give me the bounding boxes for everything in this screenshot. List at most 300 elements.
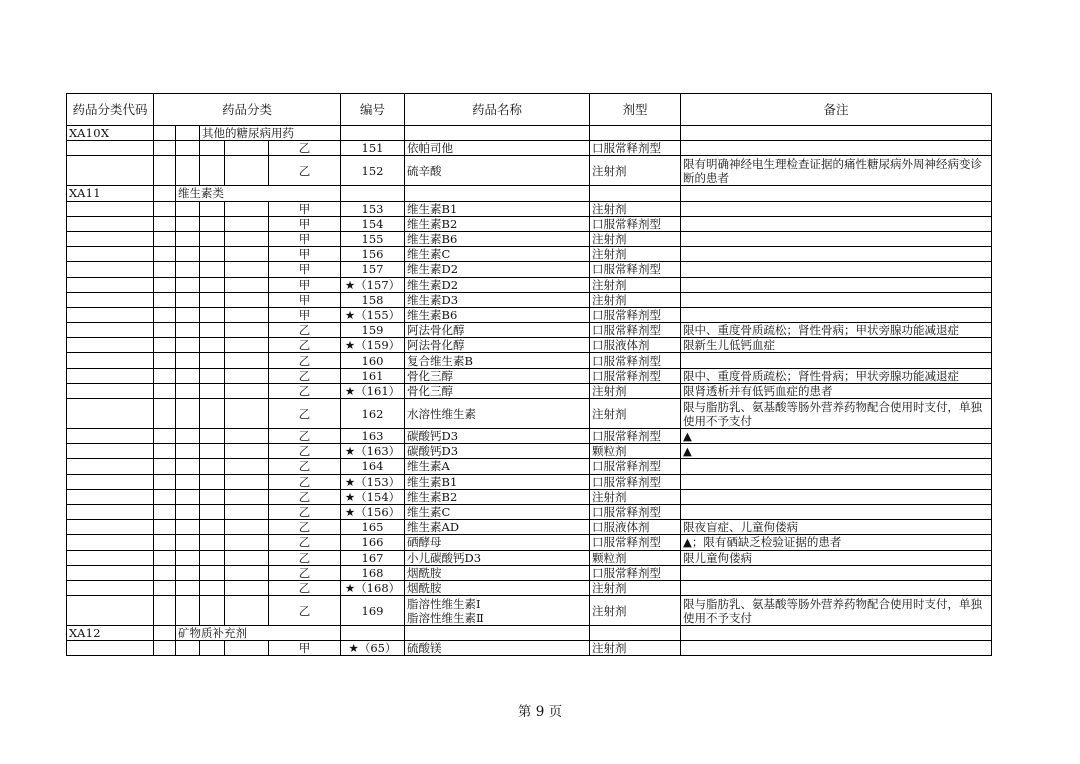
tree-cell <box>176 535 200 550</box>
table-row <box>67 247 992 262</box>
tree-cell <box>225 156 269 186</box>
remark-cell: ▲ <box>681 444 992 459</box>
form-cell: 口服常释剂型 <box>590 262 681 277</box>
table-header-row <box>67 94 992 126</box>
tree-cell <box>176 216 200 231</box>
grade-cell: 乙 <box>269 580 341 595</box>
remark-cell: 限儿童佝偻病 <box>681 550 992 565</box>
remark-cell: ▲；限有硒缺乏检验证据的患者 <box>681 535 992 550</box>
name-cell: 维生素B1 <box>405 474 590 489</box>
tree-cell <box>225 535 269 550</box>
name-cell: 复合维生素B <box>405 353 590 368</box>
code-cell <box>67 201 154 216</box>
form-cell: 口服常释剂型 <box>590 368 681 383</box>
form-cell: 口服常释剂型 <box>590 474 681 489</box>
table-row <box>67 277 992 292</box>
tree-cell <box>154 277 176 292</box>
table-row <box>67 156 992 186</box>
grade-cell: 乙 <box>269 156 341 186</box>
name-cell: 维生素D2 <box>405 277 590 292</box>
header-code: 药品分类代码 <box>67 94 154 126</box>
tree-cell <box>225 247 269 262</box>
tree-cell <box>176 323 200 338</box>
tree-cell <box>225 399 269 429</box>
tree-cell <box>200 489 225 504</box>
name-cell: 维生素C <box>405 504 590 519</box>
table-row <box>67 338 992 353</box>
name-cell <box>405 126 590 141</box>
table-row <box>67 489 992 504</box>
table-row <box>67 596 992 626</box>
tree-cell <box>225 141 269 156</box>
number-cell: 167 <box>341 550 405 565</box>
form-cell: 口服常释剂型 <box>590 535 681 550</box>
form-cell: 注射剂 <box>590 156 681 186</box>
number-cell: ★（168） <box>341 580 405 595</box>
code-cell <box>67 307 154 322</box>
grade-cell: 乙 <box>269 141 341 156</box>
number-cell: ★（157） <box>341 277 405 292</box>
form-cell: 口服常释剂型 <box>590 216 681 231</box>
code-cell <box>67 429 154 444</box>
tree-cell <box>200 641 225 656</box>
tree-cell <box>154 292 176 307</box>
number-cell <box>341 186 405 201</box>
remark-cell: 限新生儿低钙血症 <box>681 338 992 353</box>
grade-cell: 乙 <box>269 368 341 383</box>
tree-cell <box>200 429 225 444</box>
table-row <box>67 565 992 580</box>
table-row <box>67 383 992 398</box>
name-cell: 小儿碳酸钙D3 <box>405 550 590 565</box>
tree-cell <box>176 338 200 353</box>
form-cell: 口服常释剂型 <box>590 141 681 156</box>
category-code: XA12 <box>67 626 154 641</box>
name-cell: 维生素B2 <box>405 489 590 504</box>
remark-cell <box>681 474 992 489</box>
name-cell: 烟酰胺 <box>405 565 590 580</box>
table-row <box>67 216 992 231</box>
tree-cell <box>225 489 269 504</box>
header-number: 编号 <box>341 94 405 126</box>
code-cell <box>67 262 154 277</box>
tree-cell <box>154 474 176 489</box>
name-cell: 硫酸镁 <box>405 641 590 656</box>
name-cell: 阿法骨化醇 <box>405 338 590 353</box>
grade-cell: 甲 <box>269 247 341 262</box>
table-row <box>67 535 992 550</box>
tree-cell <box>154 565 176 580</box>
tree-cell <box>154 262 176 277</box>
tree-cell <box>225 368 269 383</box>
name-cell: 阿法骨化醇 <box>405 323 590 338</box>
tree-cell <box>225 323 269 338</box>
form-cell: 口服常释剂型 <box>590 429 681 444</box>
category-row <box>67 186 992 201</box>
tree-cell <box>176 262 200 277</box>
category-row <box>67 126 992 141</box>
tree-cell <box>200 292 225 307</box>
tree-cell <box>176 141 200 156</box>
grade-cell: 甲 <box>269 292 341 307</box>
table-row <box>67 550 992 565</box>
tree-cell <box>225 641 269 656</box>
tree-cell <box>200 231 225 246</box>
tree-cell <box>176 231 200 246</box>
grade-cell: 甲 <box>269 231 341 246</box>
number-cell: ★（65） <box>341 641 405 656</box>
table-row <box>67 368 992 383</box>
grade-cell: 乙 <box>269 353 341 368</box>
category-name: 矿物质补充剂 <box>176 626 341 641</box>
grade-cell: 乙 <box>269 535 341 550</box>
tree-cell <box>225 444 269 459</box>
tree-cell <box>225 292 269 307</box>
name-cell: 骨化三醇 <box>405 383 590 398</box>
tree-cell <box>176 641 200 656</box>
form-cell: 口服常释剂型 <box>590 565 681 580</box>
tree-cell <box>176 474 200 489</box>
tree-cell <box>176 201 200 216</box>
tree-cell <box>225 307 269 322</box>
tree-cell <box>225 565 269 580</box>
form-cell: 注射剂 <box>590 277 681 292</box>
table-row <box>67 353 992 368</box>
remark-cell: 限与脂肪乳、氨基酸等肠外营养药物配合使用时支付，单独使用不予支付 <box>681 596 992 626</box>
tree-cell <box>176 156 200 186</box>
table-row <box>67 201 992 216</box>
tree-cell <box>154 307 176 322</box>
tree-cell <box>200 338 225 353</box>
grade-cell: 乙 <box>269 444 341 459</box>
number-cell: ★（156） <box>341 504 405 519</box>
code-cell <box>67 474 154 489</box>
remark-cell <box>681 231 992 246</box>
number-cell: ★（159） <box>341 338 405 353</box>
form-cell: 口服常释剂型 <box>590 323 681 338</box>
name-cell: 维生素B2 <box>405 216 590 231</box>
tree-cell <box>154 626 176 641</box>
tree-cell <box>154 201 176 216</box>
name-cell: 维生素AD <box>405 520 590 535</box>
grade-cell: 乙 <box>269 323 341 338</box>
code-cell <box>67 459 154 474</box>
grade-cell: 甲 <box>269 201 341 216</box>
tree-cell <box>154 216 176 231</box>
remark-cell: ▲ <box>681 429 992 444</box>
grade-cell: 乙 <box>269 338 341 353</box>
tree-cell <box>176 368 200 383</box>
tree-cell <box>176 247 200 262</box>
grade-cell: 乙 <box>269 399 341 429</box>
tree-cell <box>154 231 176 246</box>
remark-cell: 限夜盲症、儿童佝偻病 <box>681 520 992 535</box>
table-row <box>67 474 992 489</box>
tree-cell <box>176 353 200 368</box>
remark-cell <box>681 307 992 322</box>
drug-name-line-2: 脂溶性维生素Ⅱ <box>407 610 484 625</box>
grade-cell: 乙 <box>269 596 341 626</box>
tree-cell <box>154 596 176 626</box>
remark-cell <box>681 580 992 595</box>
tree-cell <box>176 550 200 565</box>
grade-cell: 乙 <box>269 489 341 504</box>
tree-cell <box>200 444 225 459</box>
tree-cell <box>225 231 269 246</box>
name-cell <box>405 626 590 641</box>
code-cell <box>67 550 154 565</box>
tree-cell <box>225 550 269 565</box>
code-cell <box>67 383 154 398</box>
tree-cell <box>154 383 176 398</box>
form-cell: 口服常释剂型 <box>590 307 681 322</box>
name-cell: 维生素D2 <box>405 262 590 277</box>
name-cell: 维生素A <box>405 459 590 474</box>
name-cell: 烟酰胺 <box>405 580 590 595</box>
code-cell <box>67 580 154 595</box>
grade-cell: 甲 <box>269 277 341 292</box>
code-cell <box>67 141 154 156</box>
code-cell <box>67 338 154 353</box>
page-number: 第 9 页 <box>517 704 563 720</box>
tree-cell <box>200 550 225 565</box>
tree-cell <box>176 277 200 292</box>
tree-cell <box>200 216 225 231</box>
code-cell <box>67 231 154 246</box>
tree-cell <box>154 399 176 429</box>
tree-cell <box>154 580 176 595</box>
tree-cell <box>225 580 269 595</box>
number-cell <box>341 126 405 141</box>
tree-cell <box>154 520 176 535</box>
code-cell <box>67 489 154 504</box>
remark-cell: 限有明确神经电生理检查证据的痛性糖尿病外周神经病变诊断的患者 <box>681 156 992 186</box>
remark-cell <box>681 186 992 201</box>
number-cell: 151 <box>341 141 405 156</box>
name-cell: 维生素C <box>405 247 590 262</box>
form-cell: 口服常释剂型 <box>590 504 681 519</box>
code-cell <box>67 292 154 307</box>
remark-cell <box>681 201 992 216</box>
code-cell <box>67 535 154 550</box>
name-cell: 水溶性维生素 <box>405 399 590 429</box>
tree-cell <box>200 353 225 368</box>
code-cell <box>67 353 154 368</box>
tree-cell <box>176 292 200 307</box>
grade-cell: 乙 <box>269 459 341 474</box>
tree-cell <box>200 368 225 383</box>
name-cell: 硫辛酸 <box>405 156 590 186</box>
remark-cell <box>681 216 992 231</box>
number-cell: ★（161） <box>341 383 405 398</box>
grade-cell: 甲 <box>269 216 341 231</box>
header-category: 药品分类 <box>154 94 341 126</box>
tree-cell <box>154 247 176 262</box>
remark-cell <box>681 565 992 580</box>
tree-cell <box>154 186 176 201</box>
form-cell: 口服液体剂 <box>590 520 681 535</box>
name-cell: 维生素B1 <box>405 201 590 216</box>
tree-cell <box>154 323 176 338</box>
form-cell <box>590 126 681 141</box>
form-cell: 注射剂 <box>590 641 681 656</box>
tree-cell <box>154 504 176 519</box>
tree-cell <box>154 641 176 656</box>
tree-cell <box>225 520 269 535</box>
grade-cell: 乙 <box>269 504 341 519</box>
tree-cell <box>225 216 269 231</box>
tree-cell <box>176 444 200 459</box>
grade-cell: 乙 <box>269 474 341 489</box>
tree-cell <box>200 141 225 156</box>
number-cell: 166 <box>341 535 405 550</box>
remark-cell <box>681 126 992 141</box>
remark-cell <box>681 459 992 474</box>
table-row <box>67 141 992 156</box>
table-row <box>67 262 992 277</box>
remark-cell <box>681 641 992 656</box>
form-cell: 注射剂 <box>590 231 681 246</box>
tree-cell <box>225 474 269 489</box>
name-cell: 维生素B6 <box>405 231 590 246</box>
tree-cell <box>200 565 225 580</box>
form-cell: 口服液体剂 <box>590 338 681 353</box>
tree-cell <box>154 368 176 383</box>
table-row <box>67 444 992 459</box>
tree-cell <box>176 520 200 535</box>
number-cell: 152 <box>341 156 405 186</box>
code-cell <box>67 504 154 519</box>
remark-cell: 限与脂肪乳、氨基酸等肠外营养药物配合使用时支付，单独使用不予支付 <box>681 399 992 429</box>
tree-cell <box>225 596 269 626</box>
table-row <box>67 292 992 307</box>
remark-cell <box>681 277 992 292</box>
table-row <box>67 459 992 474</box>
remark-cell <box>681 353 992 368</box>
table-row <box>67 399 992 429</box>
number-cell: 158 <box>341 292 405 307</box>
tree-cell <box>176 489 200 504</box>
tree-cell <box>225 338 269 353</box>
form-cell: 注射剂 <box>590 489 681 504</box>
number-cell: 153 <box>341 201 405 216</box>
grade-cell: 乙 <box>269 383 341 398</box>
number-cell: 161 <box>341 368 405 383</box>
name-cell: 依帕司他 <box>405 141 590 156</box>
grade-cell: 甲 <box>269 307 341 322</box>
form-cell: 注射剂 <box>590 247 681 262</box>
tree-cell <box>200 156 225 186</box>
form-cell <box>590 186 681 201</box>
grade-cell: 乙 <box>269 520 341 535</box>
drug-catalog-table <box>66 93 992 656</box>
number-cell: 168 <box>341 565 405 580</box>
remark-cell <box>681 141 992 156</box>
form-cell: 口服常释剂型 <box>590 353 681 368</box>
tree-cell <box>154 429 176 444</box>
tree-cell <box>154 126 176 141</box>
code-cell <box>67 247 154 262</box>
grade-cell: 乙 <box>269 565 341 580</box>
tree-cell <box>200 399 225 429</box>
grade-cell: 乙 <box>269 550 341 565</box>
form-cell: 注射剂 <box>590 292 681 307</box>
number-cell: 159 <box>341 323 405 338</box>
remark-cell <box>681 247 992 262</box>
tree-cell <box>176 459 200 474</box>
tree-cell <box>200 307 225 322</box>
name-cell: 维生素D3 <box>405 292 590 307</box>
form-cell: 颗粒剂 <box>590 550 681 565</box>
remark-cell <box>681 489 992 504</box>
code-cell <box>67 323 154 338</box>
remark-cell <box>681 504 992 519</box>
number-cell: 162 <box>341 399 405 429</box>
code-cell <box>67 565 154 580</box>
header-form: 剂型 <box>590 94 681 126</box>
grade-cell: 甲 <box>269 641 341 656</box>
form-cell: 注射剂 <box>590 399 681 429</box>
table-row <box>67 429 992 444</box>
tree-cell <box>176 565 200 580</box>
remark-cell: 限肾透析并有低钙血症的患者 <box>681 383 992 398</box>
category-name: 维生素类 <box>176 186 341 201</box>
name-cell: 骨化三醇 <box>405 368 590 383</box>
tree-cell <box>154 535 176 550</box>
tree-cell <box>200 201 225 216</box>
tree-cell <box>176 383 200 398</box>
remark-cell <box>681 292 992 307</box>
form-cell: 注射剂 <box>590 580 681 595</box>
form-cell: 口服常释剂型 <box>590 459 681 474</box>
tree-cell <box>225 504 269 519</box>
table-body <box>67 126 992 656</box>
table-row <box>67 504 992 519</box>
table-row <box>67 520 992 535</box>
tree-cell <box>154 353 176 368</box>
number-cell: 163 <box>341 429 405 444</box>
tree-cell <box>200 323 225 338</box>
code-cell <box>67 596 154 626</box>
code-cell <box>67 277 154 292</box>
category-code: XA10X <box>67 126 154 141</box>
number-cell: 165 <box>341 520 405 535</box>
number-cell: 155 <box>341 231 405 246</box>
name-cell: 碳酸钙D3 <box>405 429 590 444</box>
tree-cell <box>225 353 269 368</box>
name-cell: 硒酵母 <box>405 535 590 550</box>
number-cell: 157 <box>341 262 405 277</box>
header-remark: 备注 <box>681 94 992 126</box>
tree-cell <box>154 156 176 186</box>
table-row <box>67 641 992 656</box>
number-cell: ★（163） <box>341 444 405 459</box>
category-name: 其他的糖尿病用药 <box>200 126 341 141</box>
number-cell: 164 <box>341 459 405 474</box>
tree-cell <box>225 262 269 277</box>
tree-cell <box>154 459 176 474</box>
remark-cell: 限中、重度骨质疏松；肾性骨病；甲状旁腺功能减退症 <box>681 323 992 338</box>
number-cell <box>341 626 405 641</box>
tree-cell <box>176 580 200 595</box>
tree-cell <box>200 247 225 262</box>
tree-cell <box>154 141 176 156</box>
name-cell: 维生素B6 <box>405 307 590 322</box>
tree-cell <box>200 596 225 626</box>
code-cell <box>67 156 154 186</box>
tree-cell <box>200 520 225 535</box>
tree-cell <box>176 596 200 626</box>
